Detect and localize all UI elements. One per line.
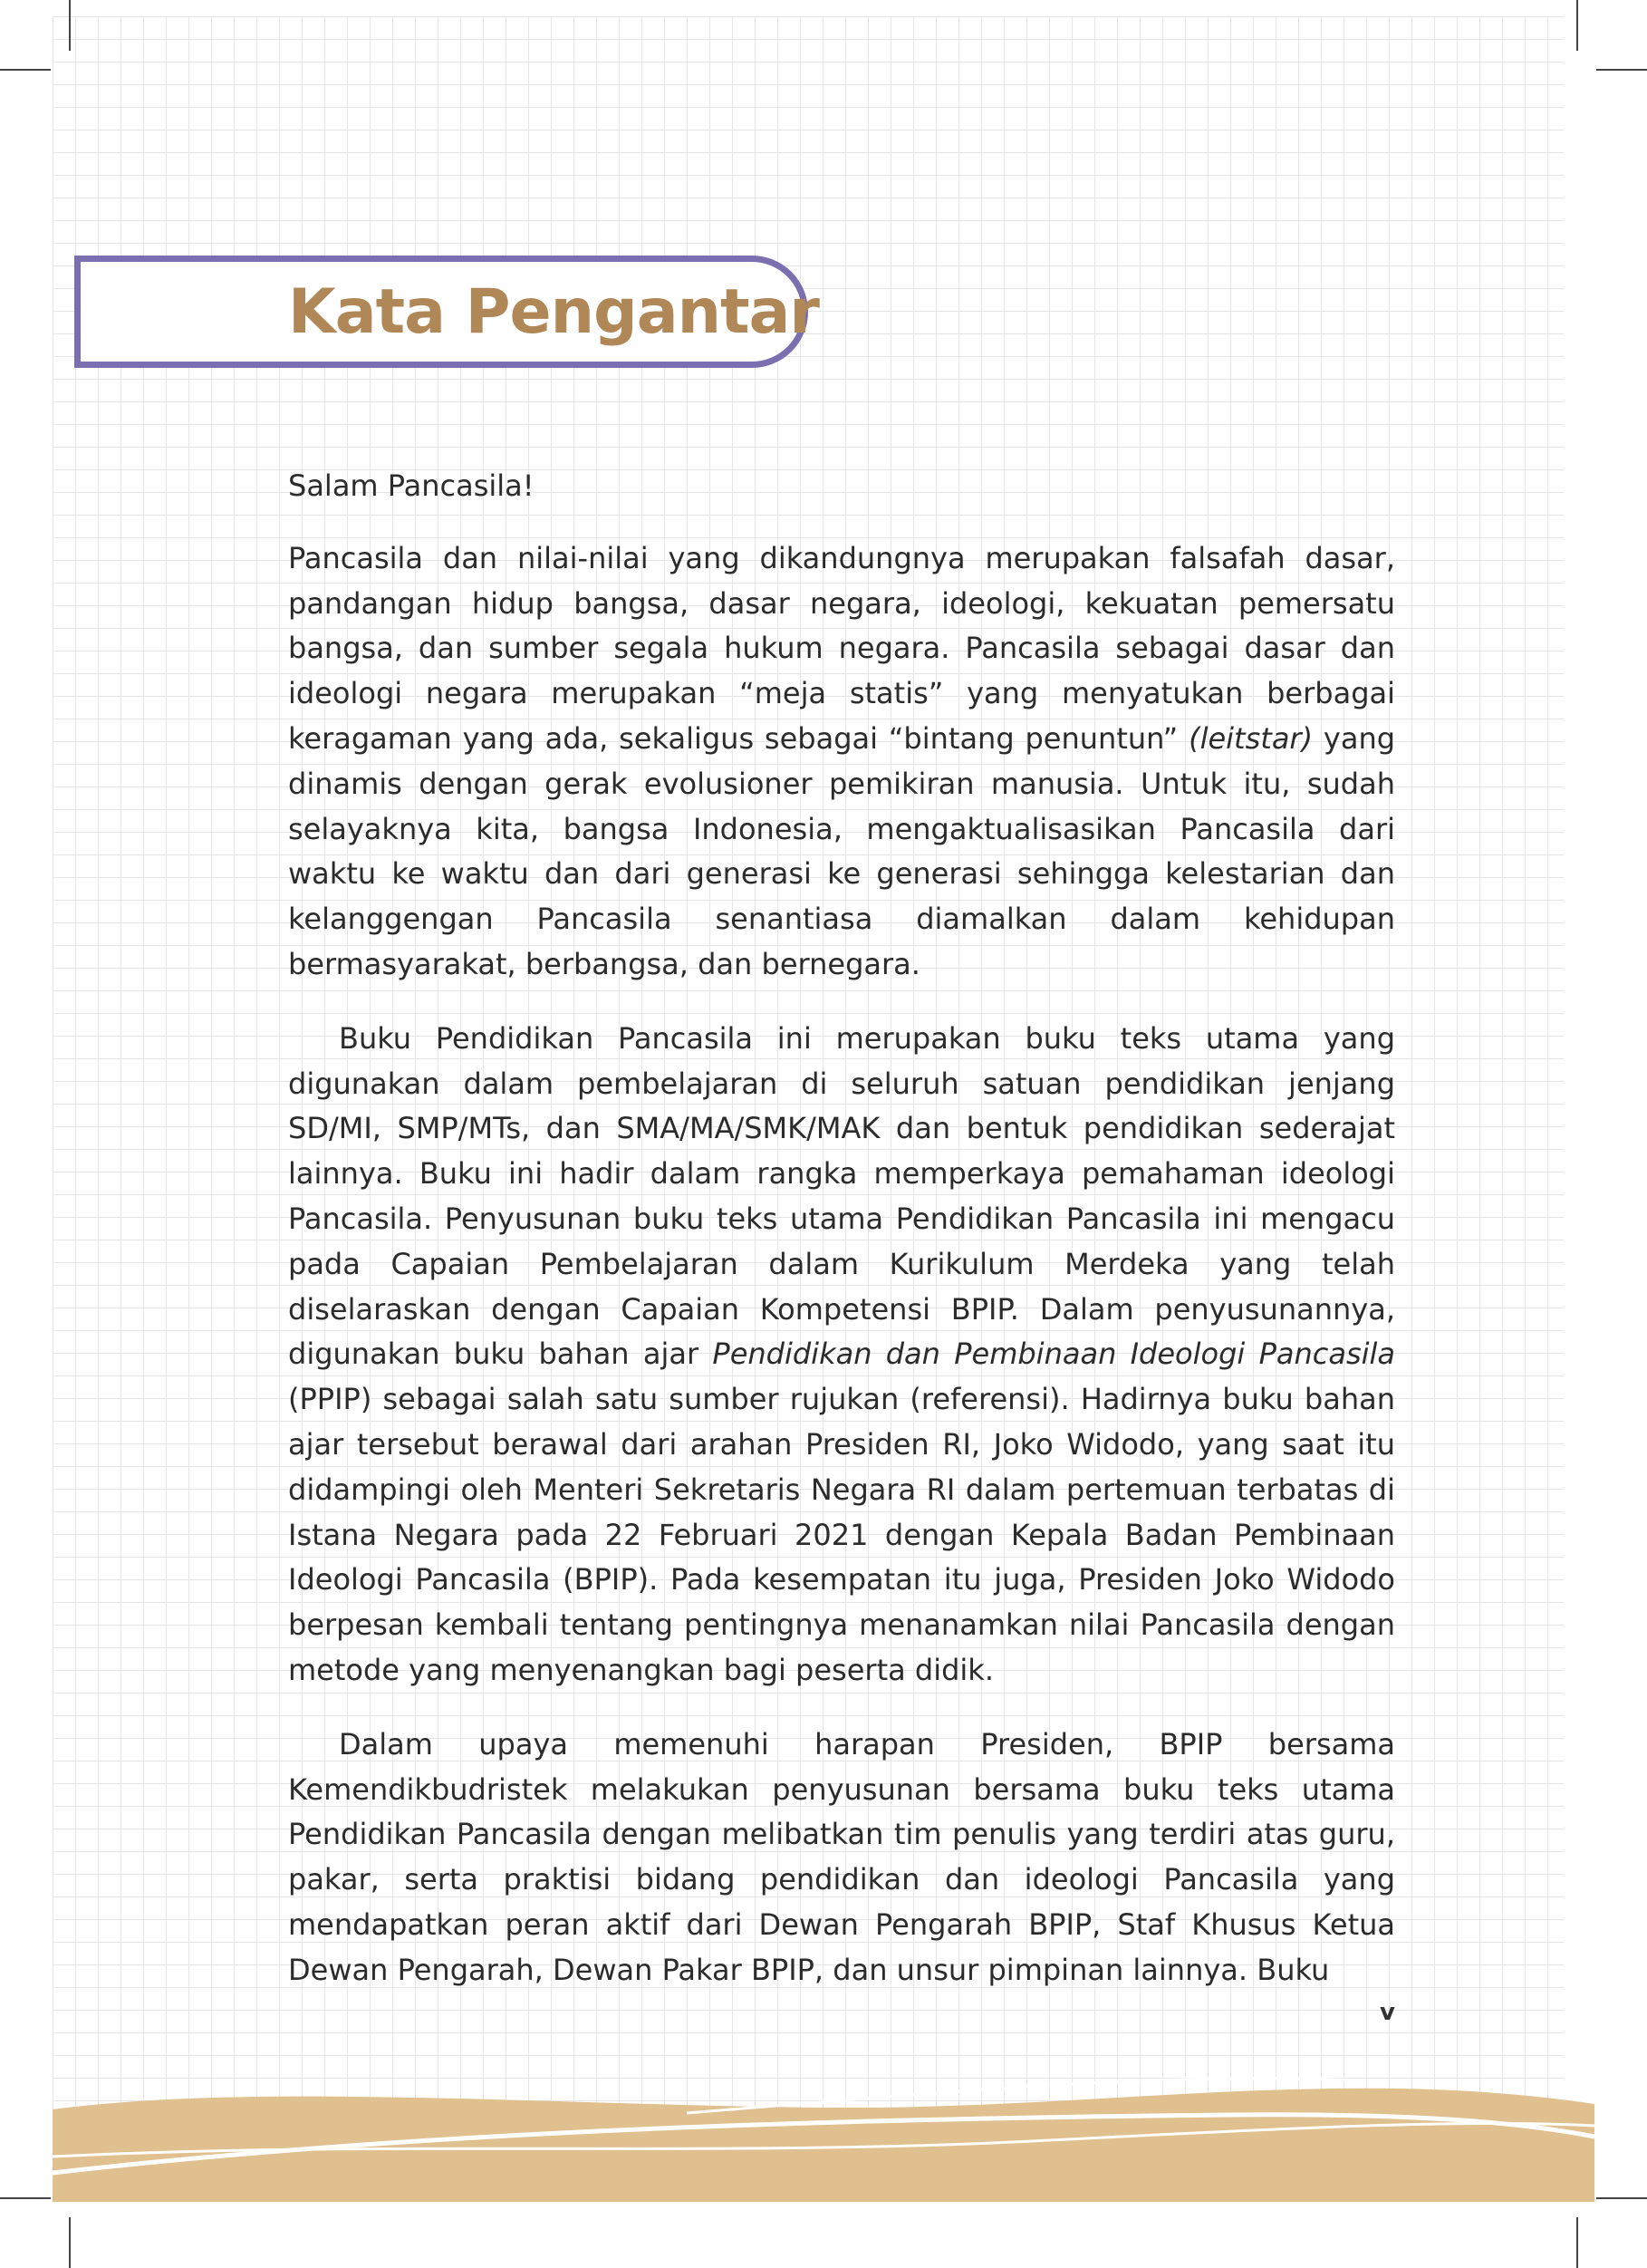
paragraph-1-italic: (leitstar): [1189, 720, 1314, 756]
paragraph-1: [288, 536, 1395, 988]
paragraph-2: [288, 1017, 1395, 1694]
paragraph-2-text: Buku Pendidikan Pancasila ini merupakan buku teks utama yang digunakan dalam pembelajaran di seluruh satuan pendidikan jenjang SD/MI, SMP/MTs, dan SMA/MA/SMK/MAK dan bentuk pendidikan sederajat lainnya. Buku ini hadir dalam rangka memperkaya pemahaman ideologi Pancasila. Penyusunan buku teks utama Pendidikan Pancasila ini mengacu pada Capaian Pembelajaran dalam Kurikulum Merdeka yang telah diselaraskan dengan Capaian Kompetensi BPIP. Dalam penyusunannya, digunakan buku bahan ajar: [288, 1020, 1395, 1372]
paragraph-1-text: Pancasila dan nilai-nilai yang dikandungnya merupakan falsafah dasar, pandangan hidup bangsa, dasar negara, ideologi, kekuatan pemersatu bangsa, dan sumber segala hukum negara. Pancasila sebagai dasar dan ideologi negara merupakan “meja statis” yang menyatukan berbagai keragaman yang ada, sekaligus sebagai “bintang penuntun”: [288, 540, 1395, 756]
paragraph-3: Dalam upaya memenuhi harapan Presiden, BPIP bersama Kemendikbudristek melakukan penyusunan bersama buku teks utama Pendidikan Pancasila dengan melibatkan tim penulis yang terdiri atas guru, pakar, serta praktisi bidang pendidikan dan ideologi Pancasila yang mendapatkan peran aktif dari Dewan Pengarah BPIP, Staf Khusus Ketua Dewan Pengarah, Dewan Pakar BPIP, dan unsur pimpinan lainnya. Buku: [288, 1726, 1395, 1987]
paragraph-2-italic: Pendidikan dan Pembinaan Ideologi Pancasila: [712, 1337, 1396, 1372]
body-text: [288, 464, 1395, 2022]
wave-band: [53, 2089, 1594, 2202]
page-number: v: [1380, 1999, 1395, 2026]
page-title: Kata Pengantar: [288, 276, 819, 348]
paragraph-1-rest: yang dinamis dengan gerak evolusioner pemikiran manusia. Untuk itu, sudah selayaknya kita, bangsa Indonesia, mengaktualisasikan Pancasila dari waktu ke waktu dan dari generasi ke generasi sehingga kelestarian dan kelanggengan Pancasila senantiasa diamalkan dalam kehidupan bermasyarakat, berbangsa, dan bernegara.: [288, 720, 1396, 981]
greeting: Salam Pancasila!: [288, 468, 535, 503]
wave-decoration: [53, 2066, 1594, 2220]
paragraph-2-rest: (PPIP) sebagai salah satu sumber rujukan (referensi). Hadirnya buku bahan ajar tersebut berawal dari arahan Presiden RI, Joko Widodo, yang saat itu didampingi oleh Menteri Sekretaris Negara RI dalam pertemuan terbatas di Istana Negara pada 22 Februari 2021 dengan Kepala Badan Pembinaan Ideologi Pancasila (BPIP). Pada kesempatan itu juga, Presiden Joko Widodo berpesan kembali tentang pentingnya menanamkan nilai Pancasila dengan metode yang menyenangkan bagi peserta didik.: [288, 1382, 1395, 1687]
